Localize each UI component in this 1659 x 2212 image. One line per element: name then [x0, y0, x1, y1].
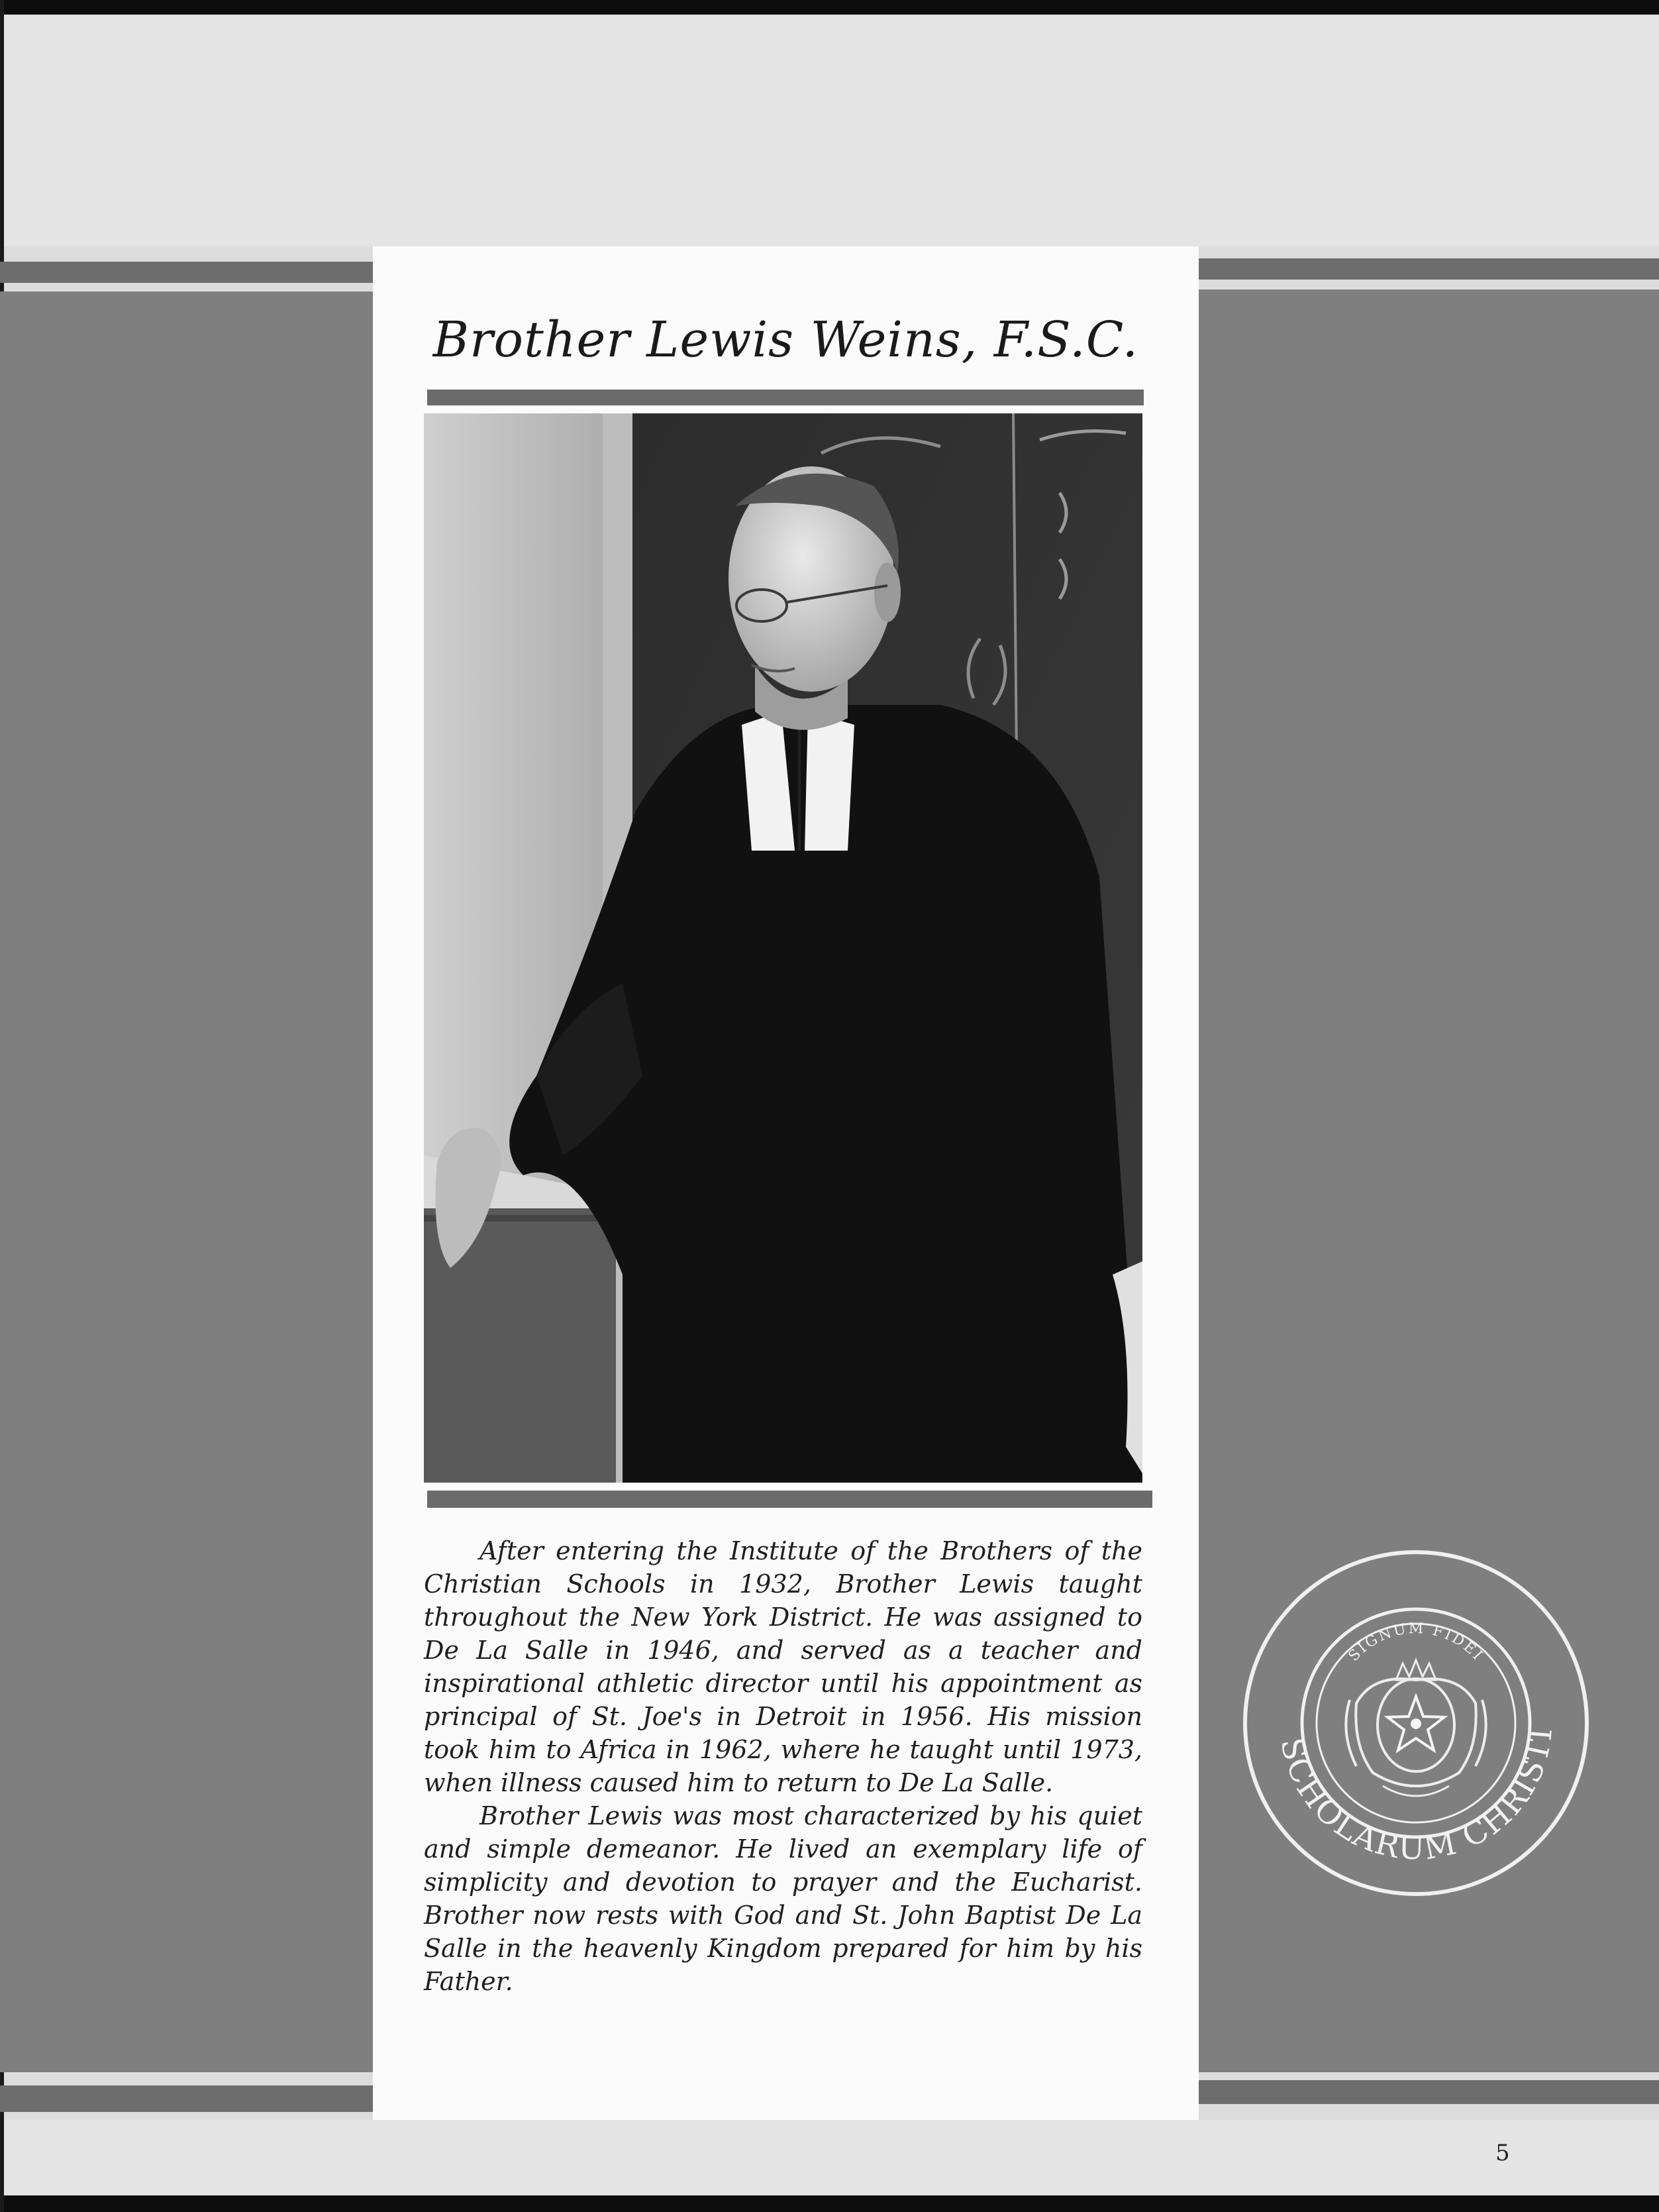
seal-emblem-icon — [1240, 1548, 1591, 1899]
portrait-photo — [424, 413, 1142, 1483]
bottom-band — [0, 2120, 1659, 2195]
top-band — [0, 15, 1659, 246]
left-top-bar — [0, 262, 373, 283]
svg-text:FRATRES SCHOLARUM CHRISTIANARU — [1240, 1548, 1560, 1868]
left-bottom-bar — [0, 2085, 373, 2112]
right-bottom-bar — [1199, 2080, 1659, 2104]
page-title: Brother Lewis Weins, F.S.C. — [432, 311, 1139, 368]
seal-inner-text: SIGNUM FIDEI — [1345, 1620, 1487, 1665]
portrait-photo-icon — [424, 413, 1142, 1483]
body-text — [424, 1534, 1142, 1998]
photo-top-rule — [427, 390, 1144, 405]
page-number: 5 — [1495, 2140, 1510, 2166]
top-border — [0, 0, 1659, 15]
paragraph-1: After entering the Institute of the Brothers of the Christian Schools in 1932, Brother Lewis taught throughout the New York District. He was assigned to De La Salle in 1946, and served as a teacher and inspirational athletic director until his appointment as principal of St. Joe's in Detroit in 1956. His mission took him to Africa in 1962, where he taught until 1973, when illness caused him to return to De La Salle. — [424, 1536, 1142, 1797]
seal-outer-text: SCHOLARUM CHRISTI — [1273, 1725, 1560, 1868]
paragraph-2: Brother Lewis was most characterized by his quiet and simple demeanor. He lived an exemplary life of simplicity and devotion to prayer and the Eucharist. Brother now rests with God and St. John Baptist De La Salle in the heavenly Kingdom prepared for him by his Father. — [424, 1801, 1142, 1996]
photo-bottom-rule — [427, 1491, 1152, 1508]
right-top-bar — [1199, 258, 1659, 280]
bottom-border — [0, 2195, 1659, 2212]
left-panel — [0, 291, 373, 2072]
